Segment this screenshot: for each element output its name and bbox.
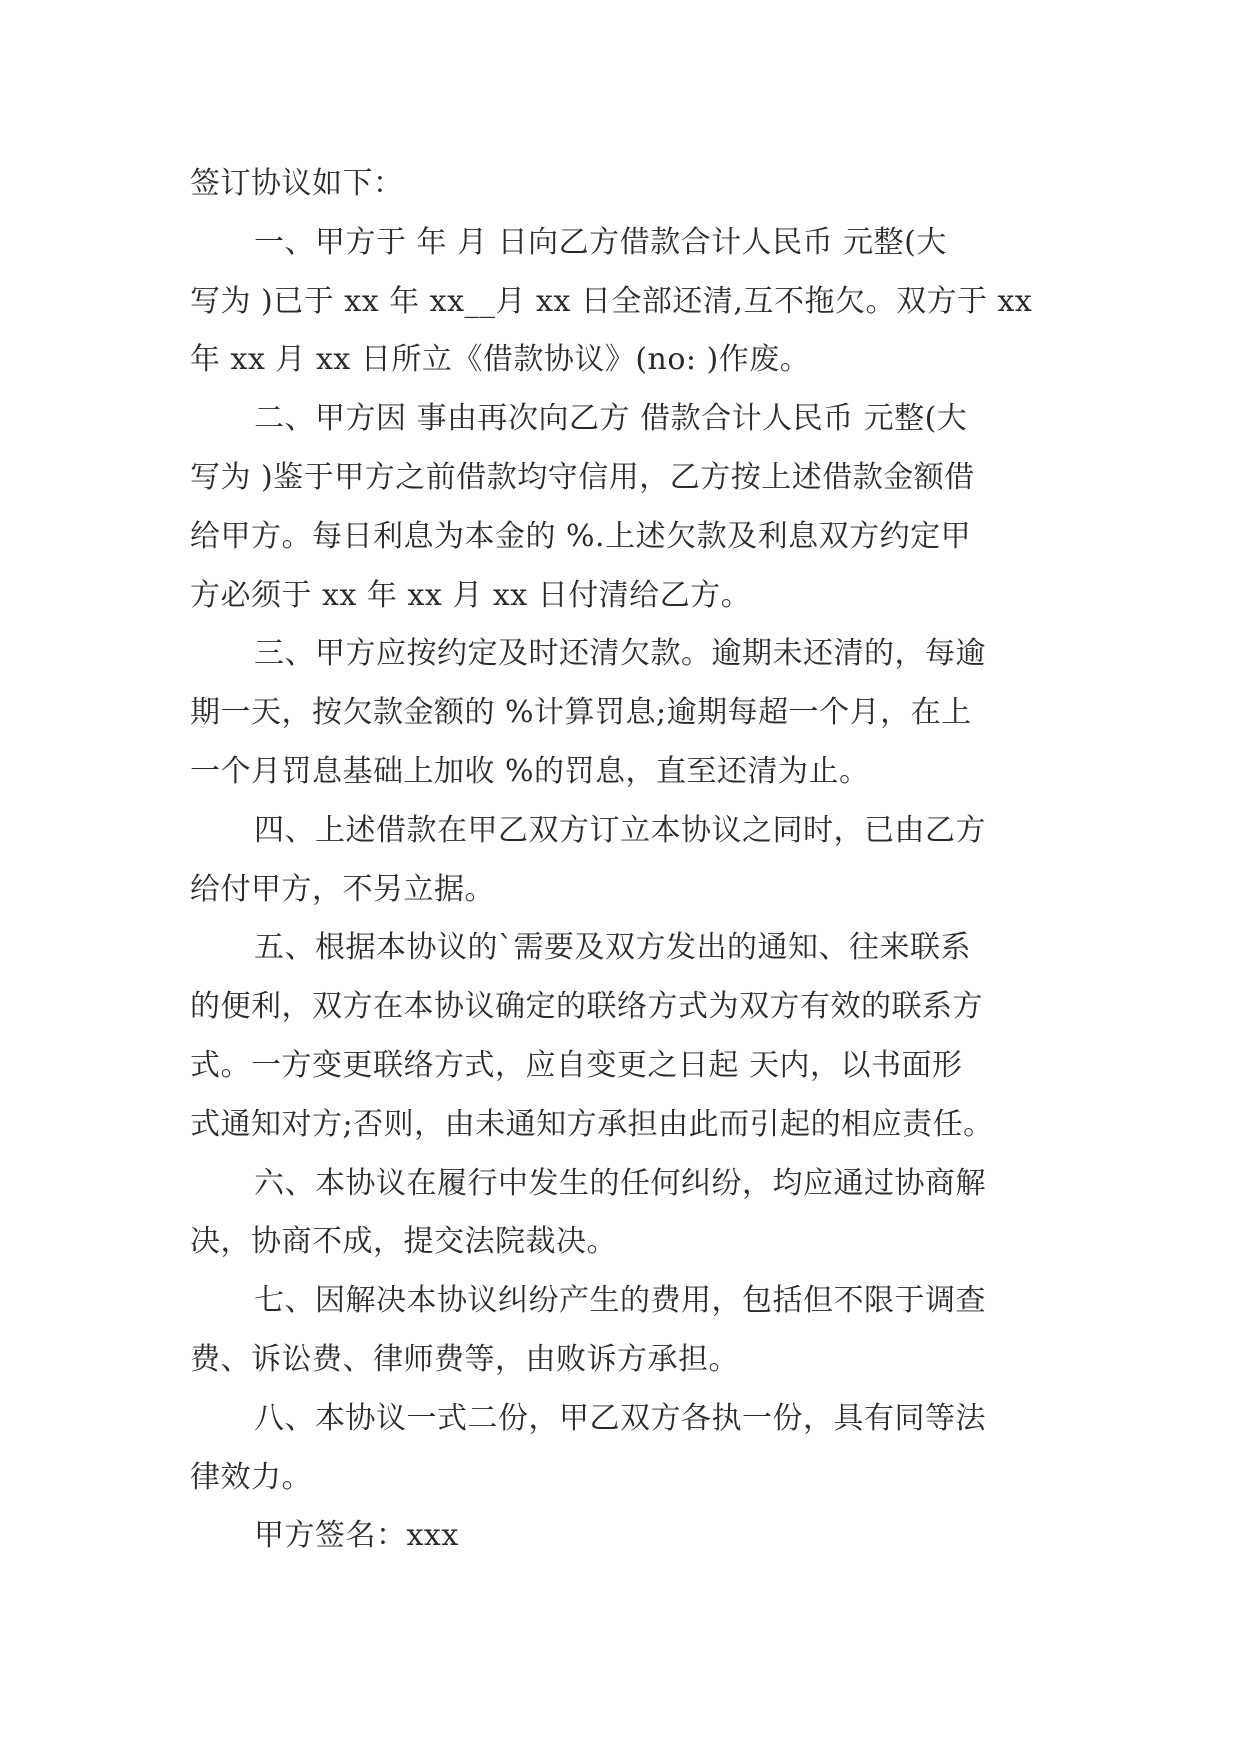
text-line: 给付甲方，不另立据。 <box>190 871 495 907</box>
clause-1-line: 一、甲方于 年 月 日向乙方借款合计人民币 元整(大 <box>254 224 947 260</box>
text-line: 方必须于 xx 年 xx 月 xx 日付清给乙方。 <box>190 577 752 613</box>
clause-2-line: 二、甲方因 事由再次向乙方 借款合计人民币 元整(大 <box>254 401 968 437</box>
clause-8-line: 八、本协议一式二份，甲乙双方各执一份，具有同等法 <box>254 1400 986 1436</box>
text-line: 期一天，按欠款金额的 %计算罚息;逾期每超一个月，在上 <box>190 695 972 731</box>
clause-7-line: 七、因解决本协议纠纷产生的费用，包括但不限于调查 <box>254 1283 986 1319</box>
text-line: 律效力。 <box>190 1459 312 1495</box>
text-line: 签订协议如下： <box>190 166 404 201</box>
text-line: 给甲方。每日利息为本金的 %.上述欠款及利息双方约定甲 <box>190 518 972 554</box>
text-line: 决，协商不成，提交法院裁决。 <box>190 1224 617 1260</box>
text-line: 费、诉讼费、律师费等，由败诉方承担。 <box>190 1341 739 1377</box>
text-line: 年 xx 月 xx 日所立《借款协议》(no: )作废。 <box>190 342 811 378</box>
text-line: 的便利，双方在本协议确定的联络方式为双方有效的联系方 <box>190 989 983 1025</box>
clause-3-line: 三、甲方应按约定及时还清欠款。逾期未还清的，每逾 <box>254 636 986 672</box>
text-line: 写为 )已于 xx 年 xx__月 xx 日全部还清,互不拖欠。双方于 xx <box>190 283 1033 319</box>
party-a-signature: 甲方签名：xxx <box>254 1518 459 1554</box>
text-line: 式。一方变更联络方式，应自变更之日起 天内，以书面形 <box>190 1047 963 1083</box>
text-line: 一个月罚息基础上加收 %的罚息，直至还清为止。 <box>190 753 870 789</box>
clause-5-line: 五、根据本协议的`需要及双方发出的通知、往来联系 <box>254 930 971 966</box>
text-line: 式通知对方;否则，由未通知方承担由此而引起的相应责任。 <box>190 1106 994 1142</box>
clause-6-line: 六、本协议在履行中发生的任何纠纷，均应通过协商解 <box>254 1165 986 1201</box>
clause-4-line: 四、上述借款在甲乙双方订立本协议之同时，已由乙方 <box>254 812 986 848</box>
document-body <box>190 155 1060 1566</box>
text-line: 写为 )鉴于甲方之前借款均守信用，乙方按上述借款金额借 <box>190 459 975 495</box>
